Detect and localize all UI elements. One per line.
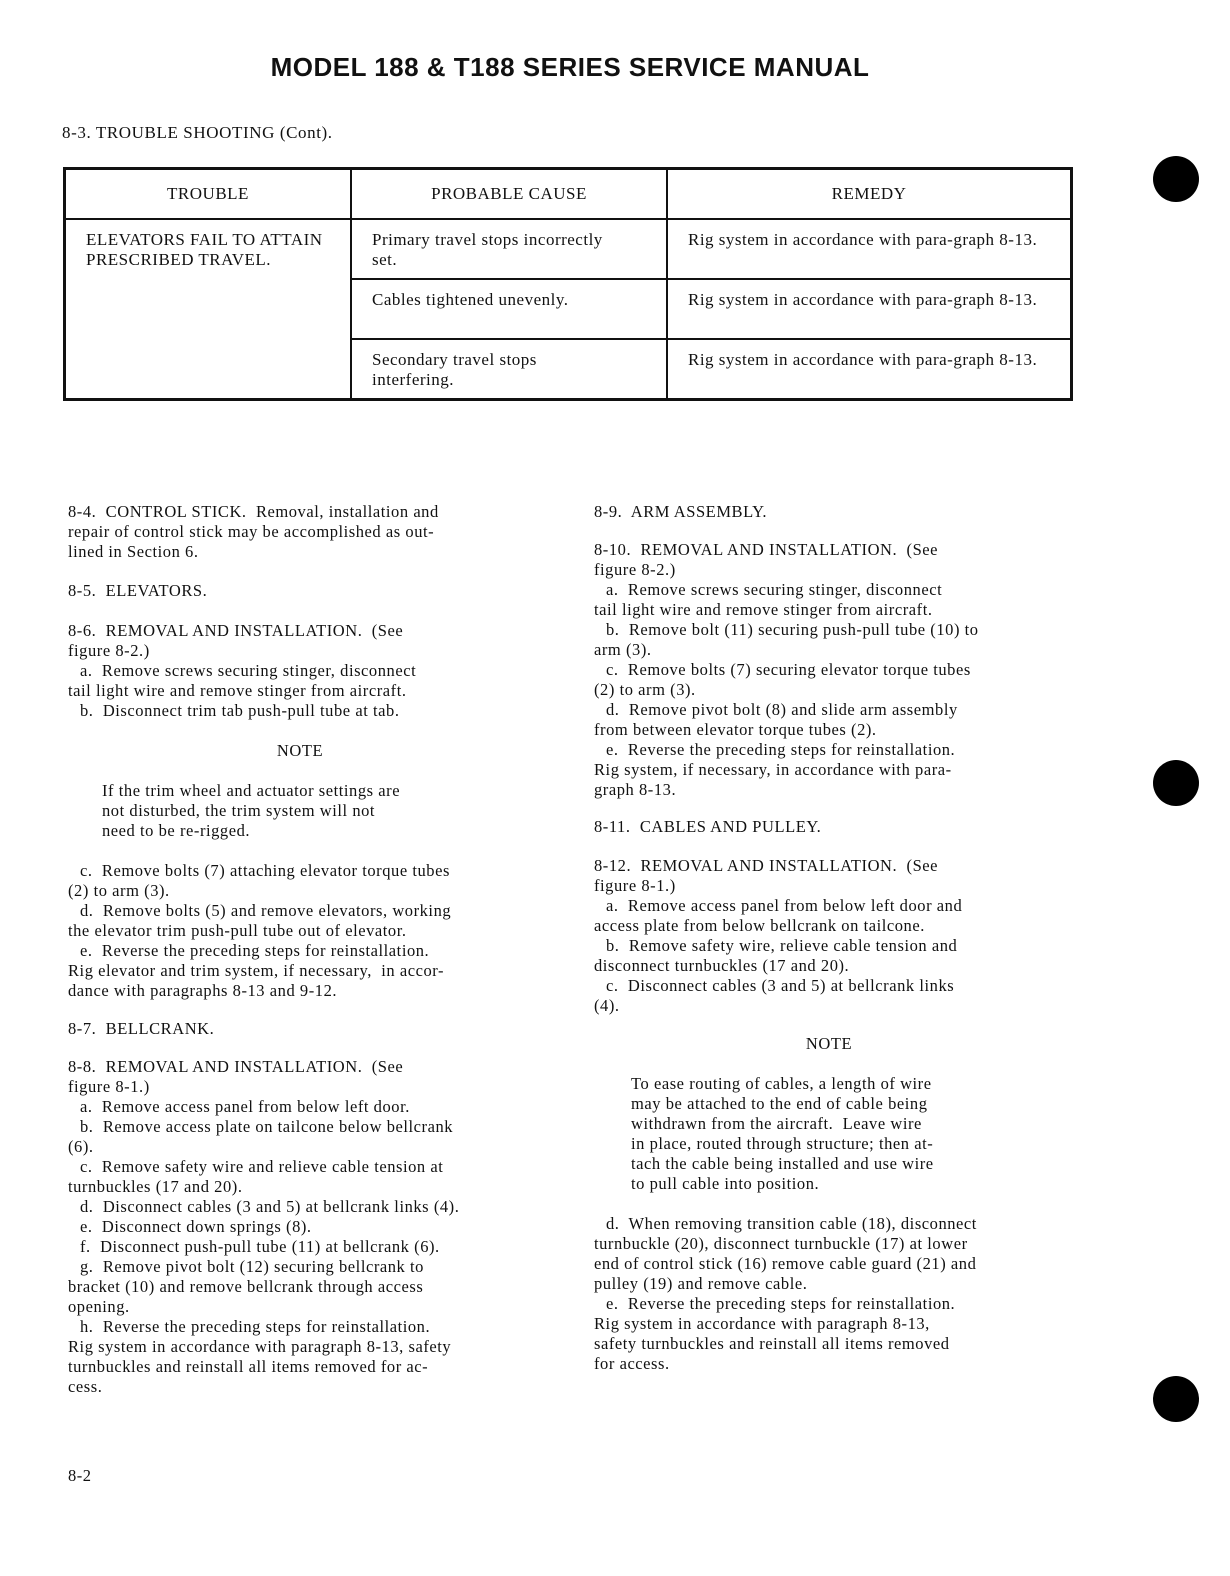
text-line: f. Disconnect push-pull tube (11) at bellcrank (6).: [80, 1237, 440, 1256]
text-line: c. Disconnect cables (3 and 5) at bellcrank links: [606, 976, 955, 995]
text-line: e. Disconnect down springs (8).: [80, 1217, 312, 1236]
text-line: not disturbed, the trim system will not: [102, 801, 376, 820]
text-line: in place, routed through structure; then at-: [631, 1134, 934, 1153]
text-line: (4).: [594, 996, 620, 1015]
text-line: withdrawn from the aircraft. Leave wire: [631, 1114, 922, 1133]
text-line: to pull cable into position.: [631, 1174, 820, 1193]
remedy-cell: Rig system in accordance with para-graph 8-13.: [667, 219, 1072, 279]
note-text: [631, 1074, 934, 1194]
text-line: a. Remove access panel from below left door.: [80, 1097, 410, 1116]
page-title: MODEL 188 & T188 SERIES SERVICE MANUAL: [270, 52, 870, 82]
text-line: c. Remove bolts (7) attaching elevator torque tubes: [80, 861, 450, 880]
text-line: b. Remove access plate on tailcone below bellcrank: [80, 1117, 454, 1136]
cause-cell: Primary travel stops incorrectly set.: [351, 219, 667, 279]
page-number: 8-2: [68, 1466, 92, 1485]
text-line: bracket (10) and remove bellcrank through access: [68, 1277, 424, 1296]
text-line: figure 8-2.): [594, 560, 676, 579]
text-line: To ease routing of cables, a length of wire: [631, 1074, 932, 1093]
trouble-shooting-table: [63, 167, 1073, 401]
text-line: pulley (19) and remove cable.: [594, 1274, 808, 1293]
text-line: e. Reverse the preceding steps for reinstallation.: [606, 1294, 956, 1313]
para-8-7-bellcrank: [68, 1019, 214, 1039]
para-8-8-removal-installation: [68, 1057, 459, 1397]
text-line: d. Remove bolts (5) and remove elevators, working: [80, 901, 452, 920]
text-line: 8-12. REMOVAL AND INSTALLATION. (See: [594, 856, 939, 875]
text-line: figure 8-1.): [594, 876, 676, 895]
para-8-6-steps-cont: [68, 861, 451, 1001]
text-line: 8-11. CABLES AND PULLEY.: [594, 817, 822, 836]
text-line: from between elevator torque tubes (2).: [594, 720, 877, 739]
text-line: graph 8-13.: [594, 780, 677, 799]
note-text: [102, 781, 400, 841]
text-line: d. When removing transition cable (18), disconnect: [606, 1214, 977, 1233]
para-8-6-removal-installation: [68, 621, 416, 721]
text-line: need to be re-rigged.: [102, 821, 251, 840]
text-line: may be attached to the end of cable being: [631, 1094, 928, 1113]
note-label: NOTE: [276, 741, 324, 760]
text-line: Rig system in accordance with paragraph 8-13,: [594, 1314, 930, 1333]
para-8-10-removal-installation: [594, 540, 979, 800]
header-trouble: TROUBLE: [65, 169, 352, 220]
para-8-5-elevators: [68, 581, 207, 601]
binder-hole: [1153, 760, 1199, 806]
text-line: figure 8-1.): [68, 1077, 150, 1096]
text-line: 8-7. BELLCRANK.: [68, 1019, 215, 1038]
text-line: 8-6. REMOVAL AND INSTALLATION. (See: [68, 621, 404, 640]
text-line: (6).: [68, 1137, 94, 1156]
binder-hole: [1153, 156, 1199, 202]
text-line: a. Remove access panel from below left door and: [606, 896, 963, 915]
para-8-11-cables-pulley: [594, 817, 821, 837]
text-line: Rig system in accordance with paragraph 8-13, safety: [68, 1337, 452, 1356]
text-line: tach the cable being installed and use wire: [631, 1154, 934, 1173]
text-line: safety turnbuckles and reinstall all items removed: [594, 1334, 950, 1353]
text-line: the elevator trim push-pull tube out of elevator.: [68, 921, 407, 940]
cause-cell: Cables tightened unevenly.: [351, 279, 667, 339]
remedy-cell: Rig system in accordance with para-graph 8-13.: [667, 279, 1072, 339]
table-header-row: [65, 169, 1072, 220]
para-8-12-removal-installation: [594, 856, 962, 1016]
text-line: c. Remove safety wire and relieve cable tension at: [80, 1157, 444, 1176]
text-line: (2) to arm (3).: [594, 680, 696, 699]
text-line: opening.: [68, 1297, 130, 1316]
header-remedy: REMEDY: [667, 169, 1072, 220]
text-line: turnbuckles and reinstall all items removed for ac-: [68, 1357, 429, 1376]
text-line: lined in Section 6.: [68, 542, 199, 561]
text-line: b. Remove safety wire, relieve cable tension and: [606, 936, 958, 955]
text-line: access plate from below bellcrank on tailcone.: [594, 916, 925, 935]
para-8-4-control-stick: [68, 502, 439, 562]
text-line: turnbuckle (20), disconnect turnbuckle (17) at lower: [594, 1234, 968, 1253]
text-line: h. Reverse the preceding steps for reinstallation.: [80, 1317, 431, 1336]
cause-cell: Secondary travel stops interfering.: [351, 339, 667, 400]
text-line: a. Remove screws securing stinger, disconnect: [606, 580, 943, 599]
header-probable-cause: PROBABLE CAUSE: [351, 169, 667, 220]
text-line: b. Disconnect trim tab push-pull tube at tab.: [80, 701, 400, 720]
text-line: g. Remove pivot bolt (12) securing bellcrank to: [80, 1257, 424, 1276]
text-line: figure 8-2.): [68, 641, 150, 660]
text-line: d. Remove pivot bolt (8) and slide arm assembly: [606, 700, 958, 719]
text-line: If the trim wheel and actuator settings are: [102, 781, 401, 800]
text-line: e. Reverse the preceding steps for reinstallation.: [80, 941, 430, 960]
section-heading: 8-3. TROUBLE SHOOTING (Cont).: [62, 123, 333, 142]
text-line: e. Reverse the preceding steps for reinstallation.: [606, 740, 956, 759]
para-8-9-arm-assembly: [594, 502, 767, 522]
text-line: b. Remove bolt (11) securing push-pull tube (10) to: [606, 620, 979, 639]
remedy-cell: Rig system in accordance with para-graph 8-13.: [667, 339, 1072, 400]
text-line: cess.: [68, 1377, 103, 1396]
text-line: Rig system, if necessary, in accordance with para-: [594, 760, 952, 779]
text-line: Rig elevator and trim system, if necessary, in accor-: [68, 961, 445, 980]
text-line: tail light wire and remove stinger from aircraft.: [594, 600, 933, 619]
text-line: 8-8. REMOVAL AND INSTALLATION. (See: [68, 1057, 404, 1076]
text-line: end of control stick (16) remove cable guard (21) and: [594, 1254, 977, 1273]
trouble-cell: ELEVATORS FAIL TO ATTAIN PRESCRIBED TRAVEL.: [65, 219, 352, 400]
text-line: arm (3).: [594, 640, 652, 659]
text-line: c. Remove bolts (7) securing elevator torque tubes: [606, 660, 971, 679]
text-line: (2) to arm (3).: [68, 881, 170, 900]
text-line: dance with paragraphs 8-13 and 9-12.: [68, 981, 338, 1000]
text-line: d. Disconnect cables (3 and 5) at bellcrank links (4).: [80, 1197, 460, 1216]
text-line: repair of control stick may be accomplished as out-: [68, 522, 435, 541]
text-line: for access.: [594, 1354, 670, 1373]
text-line: 8-4. CONTROL STICK. Removal, installation and: [68, 502, 439, 521]
text-line: a. Remove screws securing stinger, disconnect: [80, 661, 417, 680]
text-line: 8-10. REMOVAL AND INSTALLATION. (See: [594, 540, 939, 559]
text-line: 8-5. ELEVATORS.: [68, 581, 208, 600]
text-line: disconnect turnbuckles (17 and 20).: [594, 956, 850, 975]
text-line: 8-9. ARM ASSEMBLY.: [594, 502, 768, 521]
text-line: tail light wire and remove stinger from aircraft.: [68, 681, 407, 700]
text-line: turnbuckles (17 and 20).: [68, 1177, 243, 1196]
binder-hole: [1153, 1376, 1199, 1422]
note-label: NOTE: [805, 1034, 853, 1053]
table-row: [65, 219, 1072, 279]
para-8-12-steps-cont: [594, 1214, 977, 1374]
